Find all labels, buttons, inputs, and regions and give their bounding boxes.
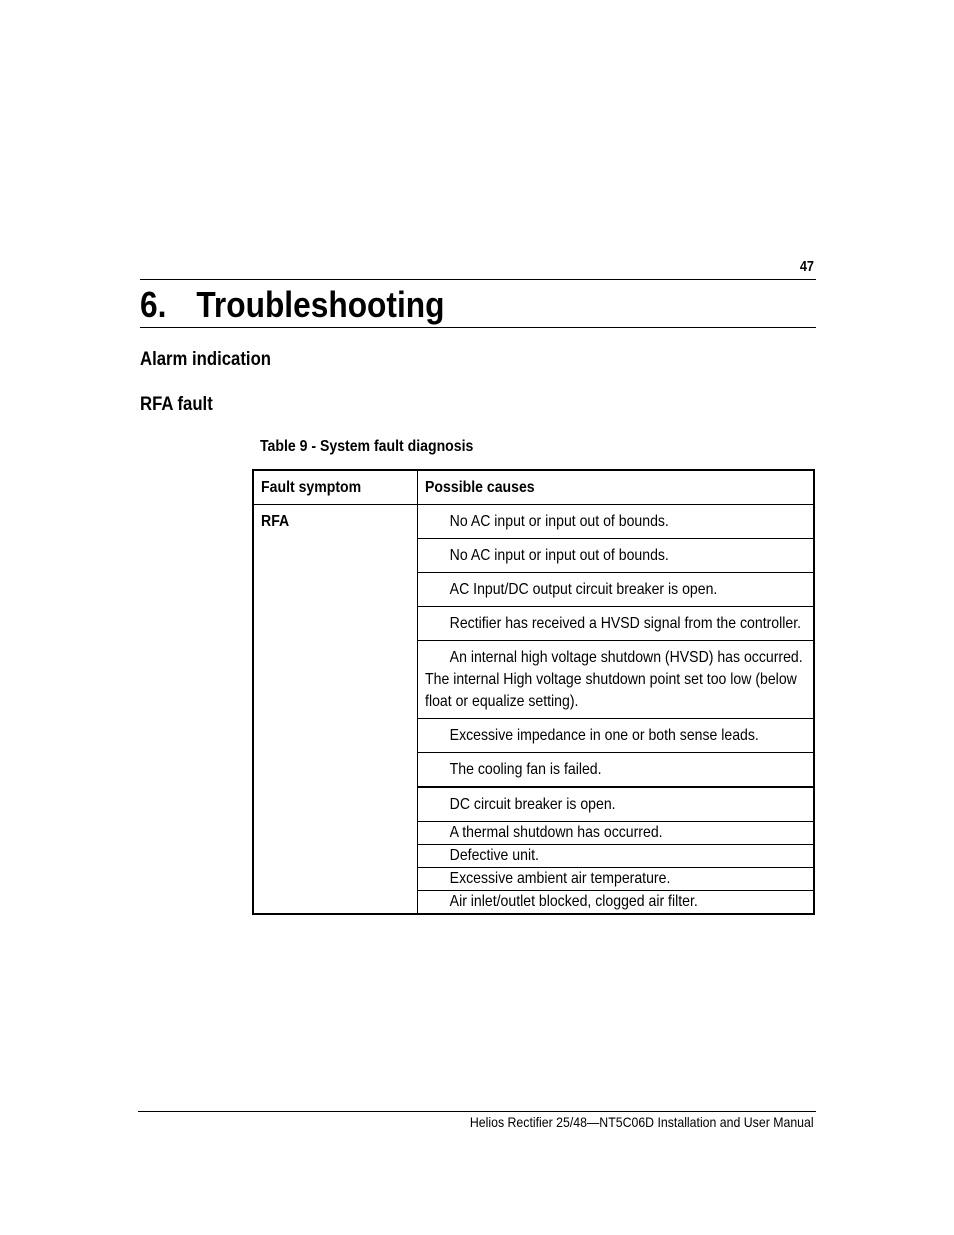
header-fault-symptom: Fault symptom xyxy=(253,470,417,505)
cause-cell: The cooling fan is failed. xyxy=(417,753,814,788)
symptom-cell: RFA xyxy=(253,505,417,915)
table-row xyxy=(253,505,814,539)
cause-cell: Excessive ambient air temperature. xyxy=(417,868,814,891)
cause-cell: A thermal shutdown has occurred. xyxy=(417,822,814,845)
table-caption: Table 9 - System fault diagnosis xyxy=(260,438,474,455)
chapter-number: 6. xyxy=(140,284,167,325)
chapter-title xyxy=(140,283,444,327)
cause-cell: Excessive impedance in one or both sense leads. xyxy=(417,719,814,753)
cause-cell: DC circuit breaker is open. xyxy=(417,787,814,822)
title-rule xyxy=(140,327,816,328)
footer-text: Helios Rectifier 25/48—NT5C06D Installation and User Manual xyxy=(470,1114,814,1130)
cause-cell: No AC input or input out of bounds. xyxy=(417,539,814,573)
cause-cell: An internal high voltage shutdown (HVSD) has occurred. The internal High voltage shutdown point set too low (below float or equalize setting). xyxy=(417,641,814,719)
cause-cell: AC Input/DC output circuit breaker is open. xyxy=(417,573,814,607)
cause-cell: Rectifier has received a HVSD signal from the controller. xyxy=(417,607,814,641)
footer-rule xyxy=(138,1111,816,1112)
chapter-name: Troubleshooting xyxy=(196,284,445,325)
section-heading-alarm-indication: Alarm indication xyxy=(140,349,271,370)
header-possible-causes: Possible causes xyxy=(417,470,814,505)
table-header-row xyxy=(253,470,814,505)
fault-diagnosis-table xyxy=(252,469,815,915)
cause-cell: No AC input or input out of bounds. xyxy=(417,505,814,539)
header-rule xyxy=(140,279,816,280)
cause-cell: Air inlet/outlet blocked, clogged air filter. xyxy=(417,891,814,915)
section-heading-rfa-fault: RFA fault xyxy=(140,394,213,415)
cause-cell: Defective unit. xyxy=(417,845,814,868)
page-number: 47 xyxy=(799,258,814,275)
